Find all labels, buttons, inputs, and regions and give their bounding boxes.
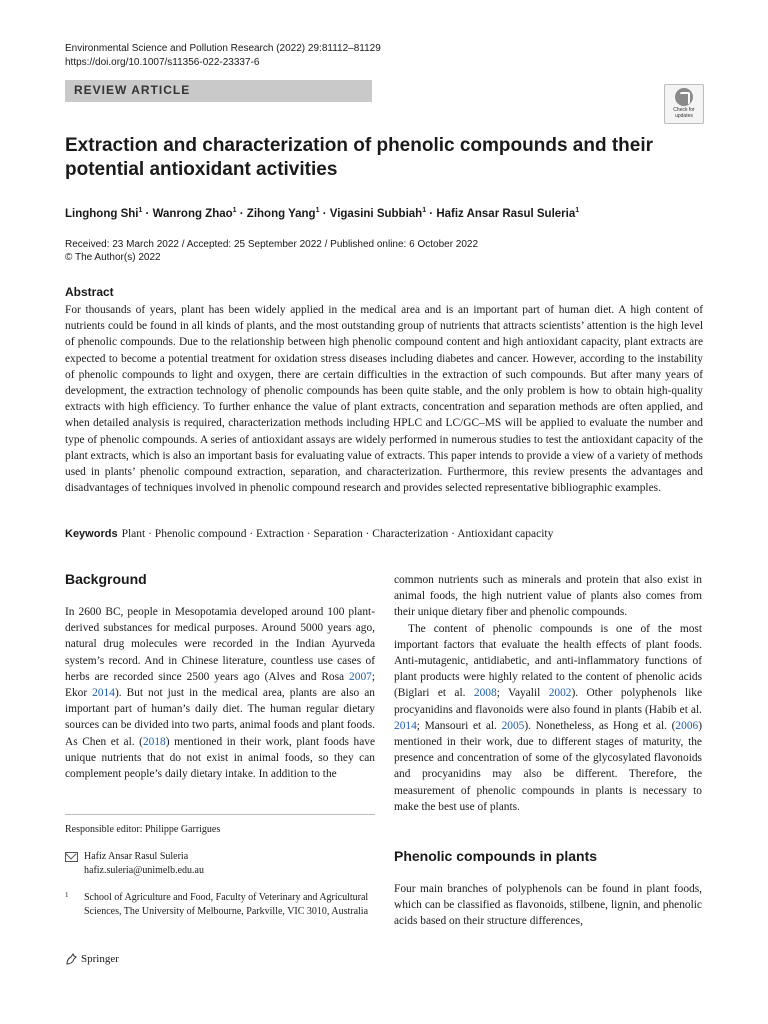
affiliation-text: School of Agriculture and Food, Faculty of Veterinary and Agricultural Sciences, The University of Melbourne, Parkville, VIC 3010, Australia [84,892,369,917]
corresponding-author: Hafiz Ansar Rasul Suleria [84,851,189,862]
footnote-divider [65,814,375,815]
envelope-icon [65,852,78,862]
citation-link[interactable]: 2014 [92,687,115,700]
text-run: ) mentioned in their work, due to different stages of maturity, the presence and concentration of some of the glycosylated flavonoids and procyanidins may also be different. Therefore, the measurement of phenolic compounds in plants is necessary to make the best use of plants. [394,719,702,813]
citation-link[interactable]: 2018 [142,735,166,748]
publication-dates [65,238,478,264]
check-updates-icon [675,88,693,106]
citation-link[interactable]: 2005 [501,719,525,732]
phenolic-paragraph: Four main branches of polyphenols can be found in plant foods, which can be classified as flavonoids, stilbene, lignin, and phenolic acids based on their structure differences, [394,883,702,928]
affiliation-number: 1 [65,891,69,899]
citation-link[interactable]: 2007 [349,670,372,683]
author-name[interactable]: Vigasini Subbiah [329,207,423,220]
text-run: The content of phenolic compounds is one of the most important factors that evaluate the health effects of plant foods. Anti-mutagenic, antidiabetic, and anti-inflammatory functions of plant products were highly related to the content of phenolic acids (Biglari et al. [394,622,702,700]
journal-name: Environmental Science and Pollution Research (2022) 29:81112–81129 [65,43,381,54]
author-name[interactable]: Wanrong Zhao [152,207,233,220]
corresponding-email[interactable]: hafiz.suleria@unimelb.edu.au [84,865,204,876]
author-aff: 1 [422,207,427,214]
author-list: Linghong Shi$^1$ · Wanrong Zhao$^1$ · Zihong Yang$^1$ · Vigasini Subbiah$^1$ · Hafiz Ansar Rasul Suleria$^1$ [65,207,580,220]
section-heading-background: Background [65,571,147,587]
text-run: ) mentioned in their work, plant foods have unique nutrients that do not exist in animal foods, so they can complement people’s daily dietary intake. In addition to the [65,735,376,781]
copyright-line: © The Author(s) 2022 [65,252,161,263]
author-aff: 1 [232,207,237,214]
author-aff: 1 [138,207,143,214]
doi-link[interactable]: https://doi.org/10.1007/s11356-022-23337-6 [65,57,260,68]
publisher-label: Springer [81,953,119,965]
citation-link[interactable]: 2006 [675,719,699,732]
author-aff: 1 [315,207,320,214]
text-run: ). But not just in the medical area, plants are also an important part of human’s daily diet. The human regular dietary sources can be divided into two parts, animal foods and plant foods. As Chen et al. ( [65,687,375,748]
text-run: ). Other polyphenols like procyanidins and flavonoids were also found in plants (Habib et al. [394,687,703,716]
check-for-updates-badge[interactable] [664,84,704,124]
author-aff: 1 [575,207,580,214]
keywords-line [65,528,553,540]
citation-link[interactable]: 2002 [548,687,572,700]
author-name[interactable]: Zihong Yang [246,207,316,220]
abstract-heading: Abstract [65,285,114,299]
springer-horse-icon [65,953,77,965]
citation-link[interactable]: 2014 [394,719,417,732]
responsible-editor: Responsible editor: Philippe Garrigues [65,824,221,835]
background-column-2 [394,572,702,815]
article-type-bar [65,80,372,102]
author-name[interactable]: Hafiz Ansar Rasul Suleria [436,207,576,220]
text-run: ; Vayalil [496,687,549,700]
text-run: ). Nonetheless, as Hong et al. ( [524,719,676,732]
dates-line: Received: 23 March 2022 / Accepted: 25 September 2022 / Published online: 6 October 2022 [65,239,479,250]
author-name[interactable]: Linghong Shi [65,207,139,220]
article-title: Extraction and characterization of phenolic compounds and their potential antioxidant activities [65,135,654,180]
abstract-text: For thousands of years, plant has been widely applied in the medical area and is an important part of human diet. A high content of nutrients could be found in all kinds of plants, and the most outstanding group of nutrients that attracts scientists’ attention is the high level of phenolic compounds. Due to the relationship between high phenolic compound content and high antioxidant capacity, plant extracts are expected to become a potential treatment for oxidation stress diseases including diabetes and cancer. However, according to the instability of phenolic compounds to light and oxygen, there are certain difficulties in the extraction of such compounds. But after many years of development, the extraction technology of phenolic compounds has been quite stable, and the only problem is how to obtain high-quality extracts with high efficiency. To further enhance the value of plant extracts, concentration and separation methods are often applied, and when detailed analysis is required, characterization methods including HPLC and LC/GC–MS will be applied to evaluate the number and type of phenolic compounds. A series of antioxidant assays are widely performed in numerous studies to test the antioxidant capacity of the plant extracts, which is also an important basis for evaluating value of extracts. This paper intends to provide a view of a variety of methods used in plants’ phenolic compound extraction, separation, and characterization. Furthermore, this review presents the advantages and disadvantages of techniques involved in phenolic compound research and provides selected representative bibliographic examples. [65,304,703,495]
background-paragraph-2: common nutrients such as minerals and protein that also exist in animal foods, the high nutrient value of plants also comes from their unique dietary fiber and phenolic compounds. [394,574,702,619]
text-run: ; Ekor [65,670,375,700]
journal-citation [65,42,381,70]
article-type-label: REVIEW ARTICLE [74,83,191,97]
badge-line2: updates [675,113,693,119]
badge-line1: Check for [673,107,695,113]
text-run: ; Mansouri et al. [416,719,502,732]
section-heading-phenolic: Phenolic compounds in plants [394,848,598,864]
keywords-label: Keywords [65,528,118,540]
background-paragraph-1 [65,604,375,782]
citation-link[interactable]: 2008 [473,687,497,700]
keywords-text: Plant · Phenolic compound · Extraction · Separation · Characterization · Antioxidant capacity [121,528,554,540]
background-paragraph-3 [394,621,702,815]
text-run: In 2600 BC, people in Mesopotamia developed around 100 plant-derived substances for medical purposes. Around 5000 years ago, natural drug molecules were recorded in the Indian Ayurveda system’s record. And in Chinese literature, countless use cases of herbs are recorded since 2500 years ago (Alves and Rosa [65,606,375,683]
